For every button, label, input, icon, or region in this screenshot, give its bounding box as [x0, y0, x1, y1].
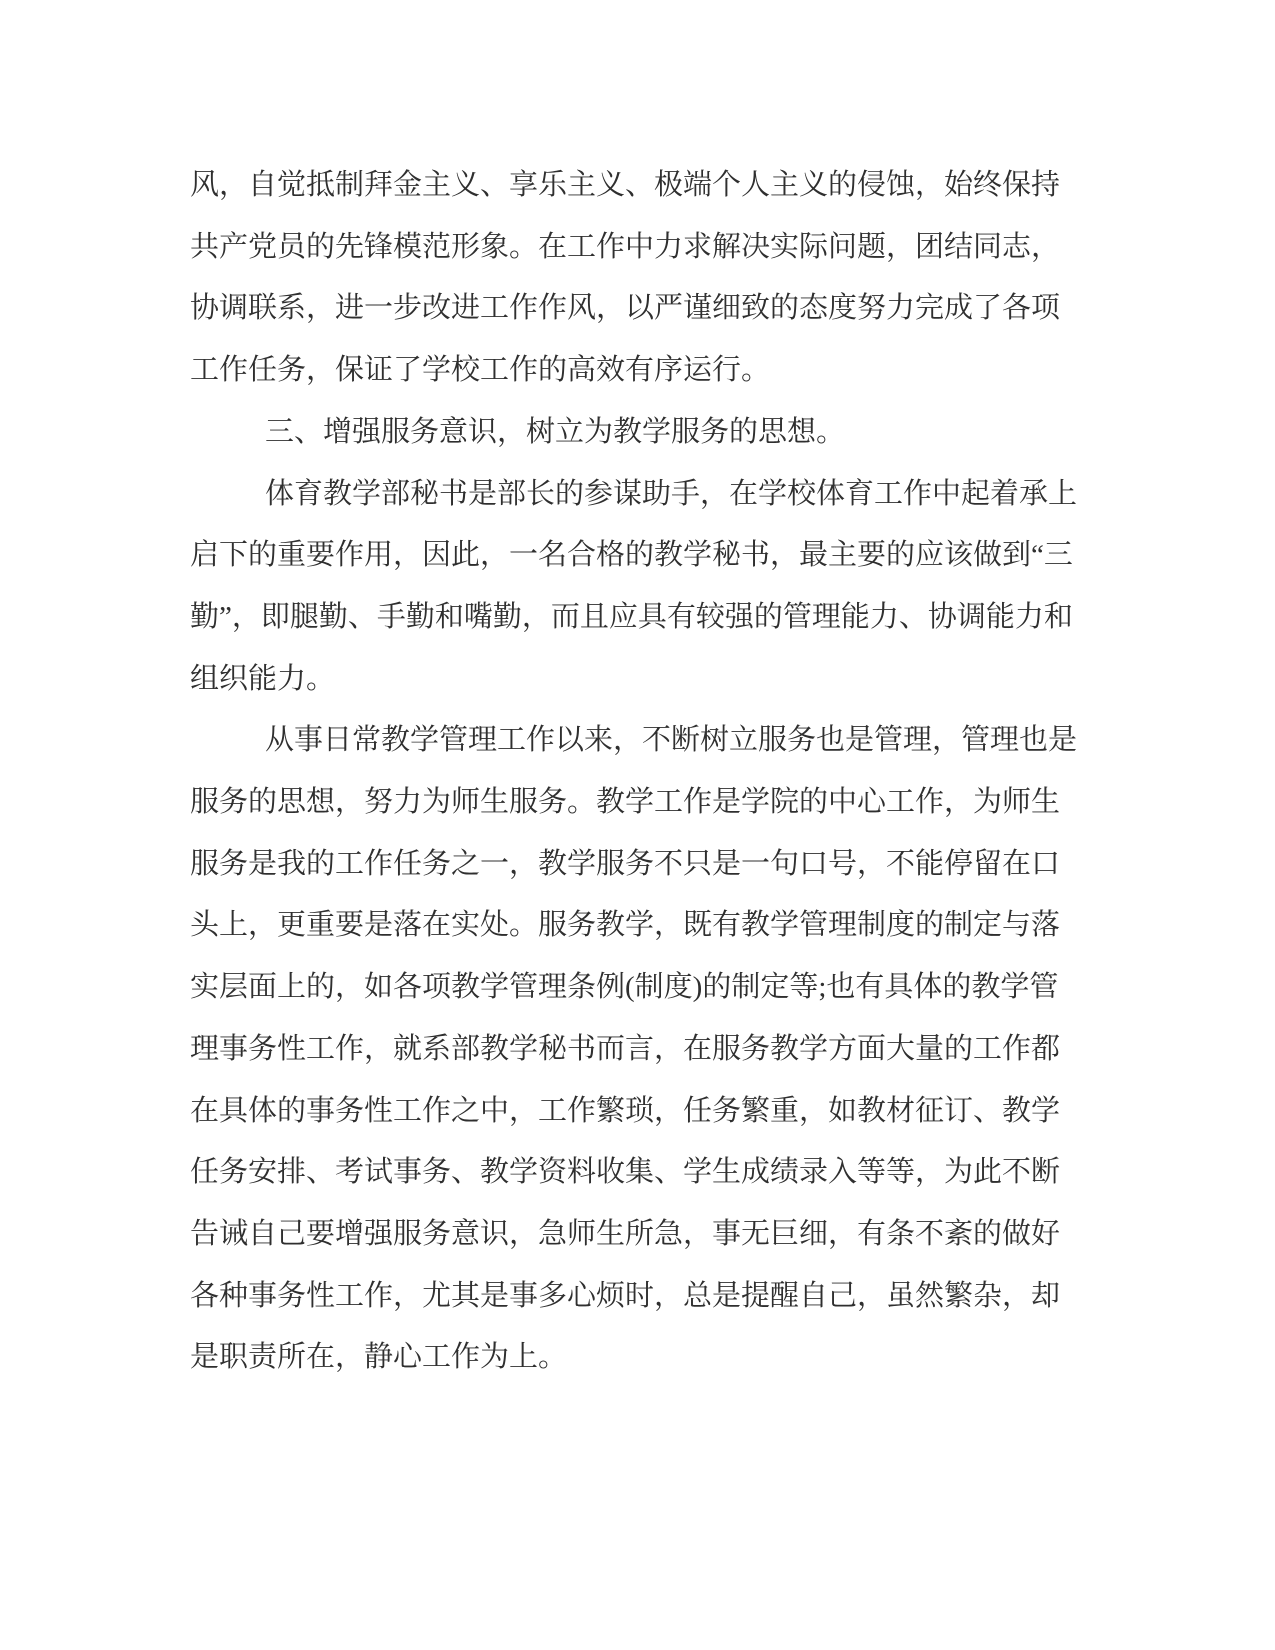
paragraph-heading	[190, 402, 1120, 464]
text-line: 各种事务性工作，尤其是事多心烦时，总是提醒自己，虽然繁杂，却	[190, 1279, 1061, 1312]
text-line: 组织能力。	[190, 662, 336, 695]
text-line: 三、增强服务意识，树立为教学服务的思想。	[265, 415, 846, 448]
text-line: 启下的重要作用，因此，一名合格的教学秘书，最主要的应该做到“三	[190, 539, 1073, 572]
text-line: 工作任务，保证了学校工作的高效有序运行。	[190, 354, 771, 387]
text-line: 是职责所在，静心工作为上。	[190, 1341, 568, 1374]
text-line: 理事务性工作，就系部教学秘书而言，在服务教学方面大量的工作都	[190, 1032, 1061, 1065]
text-line: 头上，更重要是落在实处。服务教学，既有教学管理制度的制定与落	[190, 909, 1061, 942]
text-line: 服务的思想，努力为师生服务。教学工作是学院的中心工作，为师生	[190, 786, 1061, 819]
text-line: 从事日常教学管理工作以来，不断树立服务也是管理，管理也是	[265, 724, 1078, 757]
text-line: 在具体的事务性工作之中，工作繁琐，任务繁重，如教材征订、教学	[190, 1094, 1061, 1127]
text-line: 告诫自己要增强服务意识，急师生所急，事无巨细，有条不紊的做好	[190, 1217, 1061, 1250]
text-line: 协调联系，进一步改进工作作风，以严谨细致的态度努力完成了各项	[190, 292, 1061, 325]
text-line: 风，自觉抵制拜金主义、享乐主义、极端个人主义的侵蚀，始终保持	[190, 169, 1061, 201]
paragraph	[190, 464, 1120, 711]
text-line: 勤”，即腿勤、手勤和嘴勤，而且应具有较强的管理能力、协调能力和	[190, 600, 1073, 633]
text-line: 服务是我的工作任务之一，教学服务不只是一句口号，不能停留在口	[190, 847, 1061, 880]
text-line: 体育教学部秘书是部长的参谋助手，在学校体育工作中起着承上	[265, 477, 1078, 510]
text-line: 实层面上的，如各项教学管理条例(制度)的制定等;也有具体的教学管	[190, 971, 1059, 1004]
document-text-block	[190, 155, 1120, 1389]
paragraph	[190, 710, 1120, 1389]
paragraph	[190, 155, 1120, 402]
text-line: 共产党员的先锋模范形象。在工作中力求解决实际问题，团结同志，	[190, 230, 1061, 263]
text-line: 任务安排、考试事务、教学资料收集、学生成绩录入等等，为此不断	[190, 1156, 1061, 1189]
